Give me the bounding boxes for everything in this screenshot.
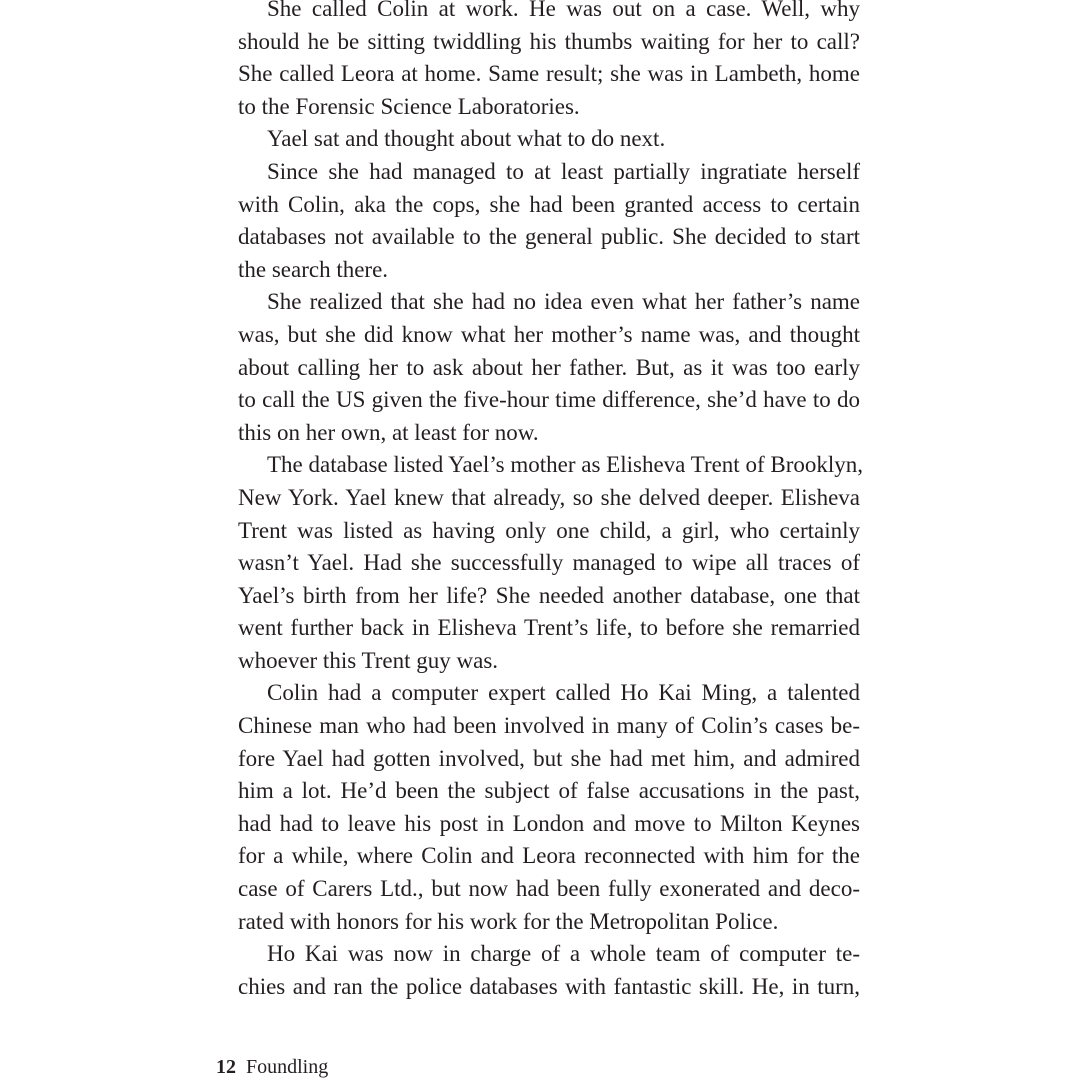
text-line: with Colin, aka the cops, she had been granted access to certain xyxy=(238,191,860,217)
text-line: She realized that she had no idea even what her father’s name xyxy=(267,289,860,315)
text-line: Yael’s birth from her life? She needed another database, one that xyxy=(238,582,860,608)
text-line: Colin had a computer expert called Ho Kai Ming, a talented xyxy=(267,680,860,706)
text-line: the search there. xyxy=(238,256,389,282)
text-line: Yael sat and thought about what to do next. xyxy=(267,126,666,152)
text-line: Since she had managed to at least partially ingratiate herself xyxy=(267,158,860,184)
body-text xyxy=(238,0,864,1003)
text-line: Ho Kai was now in charge of a whole team of computer te- xyxy=(267,941,860,967)
text-line: Trent was listed as having only one child, a girl, who certainly xyxy=(238,517,860,543)
text-line: whoever this Trent guy was. xyxy=(238,647,499,673)
text-line: wasn’t Yael. Had she successfully managed to wipe all traces of xyxy=(238,550,860,576)
page-footer xyxy=(216,1053,328,1081)
text-line: She called Colin at work. He was out on a case. Well, why xyxy=(267,0,860,21)
text-line: him a lot. He’d been the subject of false accusations in the past, xyxy=(238,778,860,804)
text-line: rated with honors for his work for the Metropolitan Police. xyxy=(238,908,779,934)
text-line: this on her own, at least for now. xyxy=(238,419,539,445)
text-line: should he be sitting twiddling his thumbs waiting for her to call? xyxy=(238,28,860,54)
text-line: New York. Yael knew that already, so she delved deeper. Elisheva xyxy=(238,484,860,510)
text-line: went further back in Elisheva Trent’s life, to before she remarried xyxy=(238,615,860,641)
running-title: Foundling xyxy=(246,1056,329,1078)
page-number: 12 xyxy=(216,1056,236,1078)
text-line: Chinese man who had been involved in many of Colin’s cases be- xyxy=(238,713,860,739)
text-line: case of Carers Ltd., but now had been fully exonerated and deco- xyxy=(238,876,860,902)
text-line: for a while, where Colin and Leora reconnected with him for the xyxy=(238,843,860,869)
text-line: databases not available to the general public. She decided to start xyxy=(238,224,860,250)
text-line: to call the US given the five-hour time difference, she’d have to do xyxy=(238,387,860,413)
text-line: chies and ran the police databases with fantastic skill. He, in turn, xyxy=(238,973,860,999)
text-line: fore Yael had gotten involved, but she had met him, and admired xyxy=(238,745,860,771)
text-line: to the Forensic Science Laboratories. xyxy=(238,93,580,119)
text-line: about calling her to ask about her father. But, as it was too early xyxy=(238,354,860,380)
text-line: had had to leave his post in London and move to Milton Keynes xyxy=(238,810,860,836)
text-line: was, but she did know what her mother’s name was, and thought xyxy=(238,321,860,347)
text-line: She called Leora at home. Same result; she was in Lambeth, home xyxy=(238,61,860,87)
text-line: The database listed Yael’s mother as Elisheva Trent of Brooklyn, xyxy=(267,452,864,478)
